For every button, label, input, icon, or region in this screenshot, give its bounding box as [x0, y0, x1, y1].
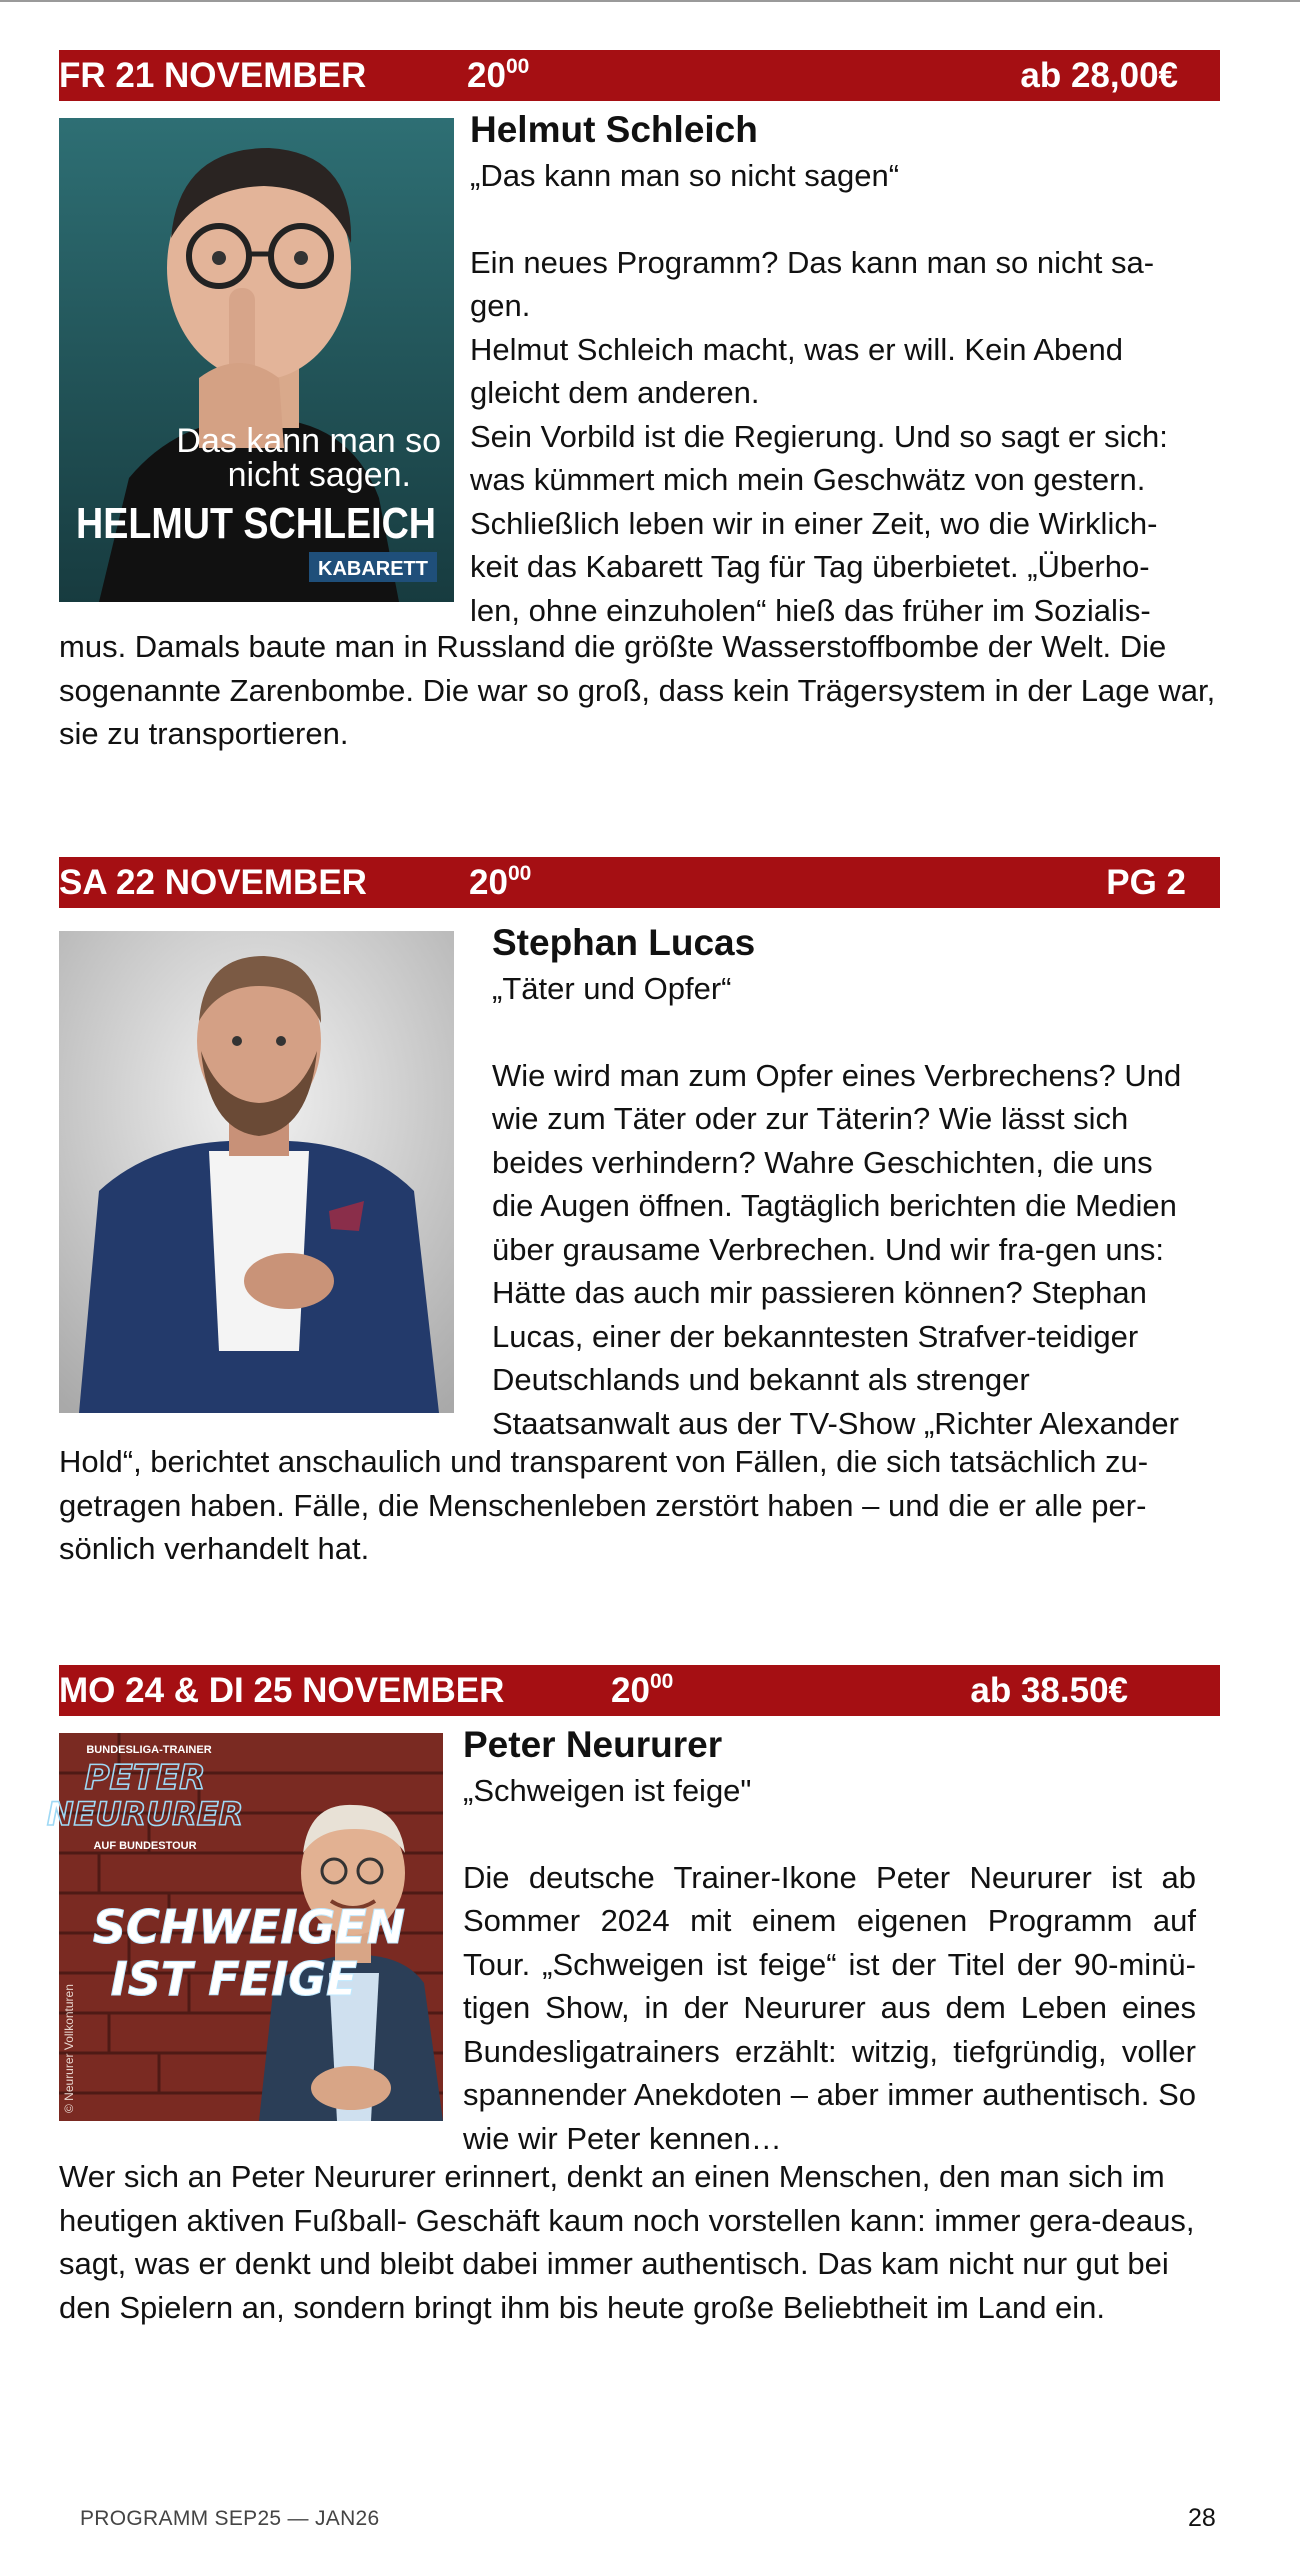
poster-headline-2: IST FEIGE — [110, 1952, 358, 2006]
event-time — [467, 50, 529, 101]
event-description — [492, 919, 1197, 1445]
event-header-bar — [59, 857, 1220, 908]
event-date: SA 22 NOVEMBER — [59, 863, 367, 902]
program-title: „Das kann man so nicht sagen“ — [470, 158, 900, 193]
poster-tagline-2: nicht sagen. — [227, 456, 411, 494]
event-price: PG 2 — [1106, 863, 1186, 902]
event-date: FR 21 NOVEMBER — [59, 56, 367, 95]
helmut-schleich-poster — [59, 118, 454, 602]
event-header-bar — [59, 50, 1220, 101]
poster-badge: KABARETT — [318, 558, 428, 580]
description-paragraph: Helmut Schleich macht, was er will. Kein Abend gleicht dem anderen. — [470, 331, 1124, 410]
event-description — [470, 106, 1198, 632]
event-time-minutes: 00 — [505, 55, 530, 78]
event-time-minutes: 00 — [649, 1670, 674, 1693]
poster-tour-line: AUF BUNDESTOUR — [93, 1840, 197, 1852]
event-time — [611, 1665, 673, 1716]
poster-tagline-1: Das kann man so — [176, 422, 441, 460]
poster-name-first: PETER — [84, 1758, 206, 1798]
performer-name: Stephan Lucas — [492, 922, 756, 963]
stephan-lucas-photo — [59, 931, 454, 1413]
description-paragraph: Sein Vorbild ist die Regierung. Und so sagt er sich: was kümmert mich mein Geschwätz von gestern. Schließlich leben wir in einer Zeit, wo die Wirklich-keit das Kabarett Tag für Tag überbietet. „Überho-len, ohne einzuholen“ hieß das früher im Sozialis- — [470, 418, 1168, 628]
page-number: 28 — [1188, 2504, 1216, 2532]
event-description — [463, 1721, 1196, 2160]
event-date: MO 24 & DI 25 NOVEMBER — [59, 1671, 505, 1710]
event-header-bar — [59, 1665, 1220, 1716]
event-time-hour: 20 — [467, 56, 506, 95]
performer-name: Peter Neururer — [463, 1724, 723, 1765]
description-continuation: Hold“, berichtet anschaulich und transparent von Fällen, die sich tatsächlich zu-getragen haben. Fälle, die Menschenleben zerstört haben – und die er alle per-sönlich verhandelt hat. — [59, 1444, 1149, 1566]
peter-neururer-poster — [46, 1733, 443, 2121]
poster-credit: © Neururer Vollkonturen — [62, 1984, 76, 2113]
poster-name: HELMUT SCHLEICH — [76, 499, 436, 548]
event-price: ab 38.50€ — [970, 1671, 1128, 1710]
poster-top-line: BUNDESLIGA-TRAINER — [86, 1744, 212, 1756]
page-top-rule — [0, 0, 1300, 2]
event-time-hour: 20 — [611, 1671, 650, 1710]
description-paragraph: Ein neues Programm? Das kann man so nicht sa-gen. — [470, 244, 1155, 323]
footer-program-range: PROGRAMM SEP25 — JAN26 — [80, 2507, 380, 2530]
poster-headline-1: SCHWEIGEN — [92, 1900, 406, 1954]
description-continuation: Wer sich an Peter Neururer erinnert, denkt an einen Menschen, den man sich im heutigen aktiven Fußball- Geschäft kaum noch vorstellen kann: immer gera-deaus, sagt, was er denkt und bleibt dabei immer authentisch. Das kam nicht nur gut bei den Spielern an, sondern bringt ihm bis heute große Beliebtheit im Land ein. — [59, 2159, 1195, 2325]
program-title: „Täter und Opfer“ — [492, 971, 732, 1006]
description-paragraph: Die deutsche Trainer-Ikone Peter Neururer ist ab Sommer 2024 mit einem eigenen Programm auf Tour. „Schweigen ist feige“ ist der Titel der 90-minü-tigen Show, in der Neururer aus dem Leben eines Bundesligatrainers erzählt: witzig, tiefgründig, voller spannender Anekdoten – aber immer authentisch. So wie wir Peter kennen… — [463, 1859, 1196, 2156]
event-time — [469, 857, 531, 908]
poster-name-last: NEURURER — [46, 1795, 244, 1833]
description-paragraph: Wie wird man zum Opfer eines Verbrechens? Und wie zum Täter oder zur Täterin? Wie lässt sich beides verhindern? Wahre Geschichten, die uns die Augen öffnen. Tagtäglich berichten die Medien über grausame Verbrechen. Und wir fra-gen uns: Hätte das auch mir passieren können? Stephan Lucas, einer der bekanntesten Strafver-teidiger Deutschlands und bekannt als strenger Staatsanwalt aus der TV-Show „Richter Alexander — [492, 1057, 1182, 1441]
description-continuation: mus. Damals baute man in Russland die größte Wasserstoffbombe der Welt. Die sogenannte Zarenbombe. Die war so groß, dass kein Trägersystem in der Lage war, sie zu transportieren. — [59, 629, 1216, 751]
performer-name: Helmut Schleich — [470, 109, 758, 150]
event-time-minutes: 00 — [507, 862, 532, 885]
event-time-hour: 20 — [469, 863, 508, 902]
event-price: ab 28,00€ — [1020, 56, 1178, 95]
program-title: „Schweigen ist feige" — [463, 1773, 752, 1808]
